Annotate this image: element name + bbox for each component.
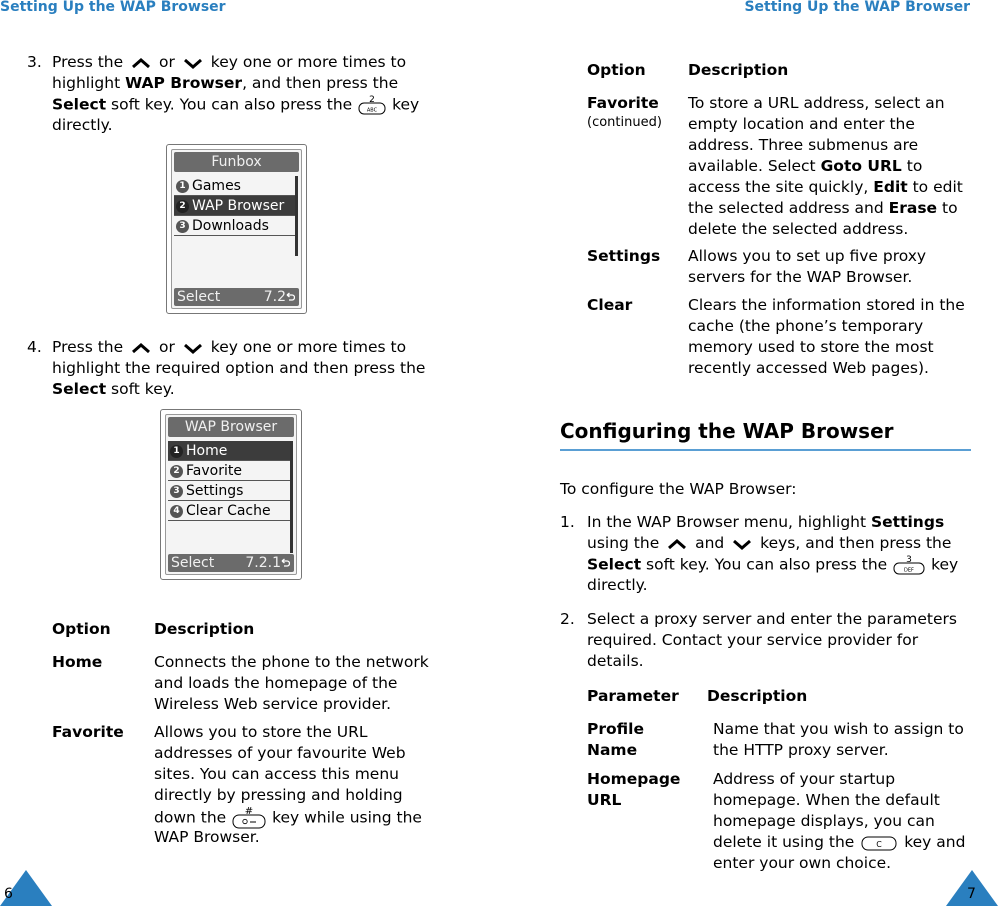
menu-item-favorite[interactable]: 2 Favorite xyxy=(168,461,292,481)
soft-key-bar xyxy=(174,288,299,306)
favorite-desc-6: the selected address and Erase to xyxy=(688,199,958,217)
up-arrow-key-icon xyxy=(664,537,690,551)
up-arrow-key-icon xyxy=(128,56,154,70)
option-home-label: Home xyxy=(52,653,103,671)
svg-text:C: C xyxy=(876,839,883,849)
step-1-line-1: In the WAP Browser menu, highlight Settings xyxy=(587,513,945,531)
menu-item-clear-cache[interactable]: 4 Clear Cache xyxy=(168,501,292,521)
key-3-icon xyxy=(892,554,926,576)
option-favorite-desc-5: down the # key while using the xyxy=(154,806,422,830)
favorite-desc-4: available. Select Goto URL to xyxy=(688,157,923,175)
step-2-line-1: Select a proxy server and enter the parameters xyxy=(587,610,957,628)
option-favorite-label: Favorite xyxy=(587,94,659,112)
svg-text:#: # xyxy=(244,806,254,817)
param-profile-desc-1: Name that you wish to assign to xyxy=(713,720,964,738)
param-profile-desc-2: the HTTP proxy server. xyxy=(713,741,889,759)
number-badge-icon: 2 xyxy=(170,465,183,478)
step-4-line-2: highlight the required option and then press the xyxy=(52,359,426,377)
step-1-line-4: directly. xyxy=(587,576,648,594)
clear-desc-1: Clears the information stored in the xyxy=(688,296,965,314)
lcd-display xyxy=(165,414,297,575)
param-homepage-desc-2: homepage. When the default xyxy=(713,791,940,809)
back-arrow-icon xyxy=(281,558,290,568)
option-favorite-continued: (continued) xyxy=(587,115,662,130)
svg-text:DEF: DEF xyxy=(904,567,915,574)
step-4-line-1: Press the or key one or more times to xyxy=(52,338,407,356)
option-favorite-desc-3: sites. You can access this menu xyxy=(154,765,399,783)
option-home-desc-2: and loads the homepage of the xyxy=(154,674,398,692)
menu-item-downloads[interactable]: 3 Downloads xyxy=(174,216,298,236)
favorite-desc-7: delete the selected address. xyxy=(688,220,909,238)
menu-number: 7.2 xyxy=(264,288,295,306)
back-arrow-icon xyxy=(286,292,295,302)
step-3-line-3: Select soft key. You can also press the 2 ABC key xyxy=(52,94,419,116)
option-column-header: Option xyxy=(587,61,646,79)
step-1-number: 1. xyxy=(560,513,575,531)
c-key-icon xyxy=(859,834,899,852)
param-homepage-desc-5: enter your own choice. xyxy=(713,854,892,872)
menu-item-games[interactable]: 1 Games xyxy=(174,176,298,196)
section-title: Configuring the WAP Browser xyxy=(560,419,894,443)
step-4-line-3: Select soft key. xyxy=(52,380,175,398)
number-badge-icon: 1 xyxy=(170,445,183,458)
select-soft-key[interactable]: Select xyxy=(177,289,221,305)
favorite-desc-3: address. Three submenus are xyxy=(688,136,919,154)
screen-title: WAP Browser xyxy=(168,417,294,437)
menu-item-wap-browser[interactable]: 2 WAP Browser xyxy=(174,196,298,216)
option-favorite-desc-2: addresses of your favourite Web xyxy=(154,744,406,762)
option-clear-label: Clear xyxy=(587,296,633,314)
soft-key-bar xyxy=(168,554,294,572)
param-homepage-label-2: URL xyxy=(587,791,622,809)
favorite-desc-1: To store a URL address, select an xyxy=(688,94,945,112)
number-badge-icon: 4 xyxy=(170,505,183,518)
option-favorite-desc-6: WAP Browser. xyxy=(154,828,260,846)
param-homepage-desc-3: homepage displays, you can xyxy=(713,812,935,830)
up-arrow-key-icon xyxy=(128,341,154,355)
param-profile-label-2: Name xyxy=(587,741,638,759)
menu-item-home[interactable]: 1 Home xyxy=(168,441,292,461)
settings-desc-1: Allows you to set up five proxy xyxy=(688,247,927,265)
select-soft-key[interactable]: Select xyxy=(171,555,215,571)
phone-screen-wap-browser xyxy=(160,409,302,580)
svg-text:ABC: ABC xyxy=(367,107,378,114)
number-badge-icon: 3 xyxy=(176,220,189,233)
step-1-line-2: using the and keys, and then press the xyxy=(587,534,952,552)
menu-item-settings[interactable]: 3 Settings xyxy=(168,481,292,501)
step-3-number: 3. xyxy=(27,53,42,71)
lcd-display xyxy=(171,149,302,309)
param-homepage-label-1: Homepage xyxy=(587,770,681,788)
scrollbar[interactable] xyxy=(295,176,298,256)
param-homepage-desc-4: delete it using the C key and xyxy=(713,833,966,851)
phone-screen-funbox xyxy=(166,144,307,314)
option-favorite-desc-4: directly by pressing and holding xyxy=(154,786,403,804)
number-badge-icon: 3 xyxy=(170,485,183,498)
screen-title: Funbox xyxy=(174,152,299,172)
section-rule xyxy=(560,449,971,451)
down-arrow-key-icon xyxy=(180,56,206,70)
clear-desc-3: memory used to store the most xyxy=(688,338,934,356)
right-page-number: 7 xyxy=(967,885,976,902)
menu-number: 7.2.1 xyxy=(245,554,290,572)
settings-desc-2: servers for the WAP Browser. xyxy=(688,268,913,286)
step-3-line-2: highlight WAP Browser, and then press the xyxy=(52,74,399,92)
svg-text:2: 2 xyxy=(369,95,376,105)
option-home-desc-1: Connects the phone to the network xyxy=(154,653,429,671)
step-2-number: 2. xyxy=(560,610,575,628)
right-page-header: Setting Up the WAP Browser xyxy=(744,0,970,15)
favorite-desc-5: access the site quickly, Edit to edit xyxy=(688,178,963,196)
left-page-header: Setting Up the WAP Browser xyxy=(0,0,226,15)
down-arrow-key-icon xyxy=(729,537,755,551)
parameter-column-header: Parameter xyxy=(587,687,679,705)
svg-text:3: 3 xyxy=(906,555,913,565)
option-home-desc-3: Wireless Web service provider. xyxy=(154,695,392,713)
option-favorite-desc-1: Allows you to store the URL xyxy=(154,723,368,741)
description-column-header: Description xyxy=(688,61,789,79)
intro-text: To configure the WAP Browser: xyxy=(560,480,797,498)
description-column-header: Description xyxy=(707,687,808,705)
down-arrow-key-icon xyxy=(180,341,206,355)
clear-desc-4: recently accessed Web pages). xyxy=(688,359,929,377)
option-favorite-label: Favorite xyxy=(52,723,124,741)
param-profile-label-1: Profile xyxy=(587,720,644,738)
favorite-desc-2: empty location and enter the xyxy=(688,115,915,133)
description-column-header: Description xyxy=(154,620,255,638)
left-page-number: 6 xyxy=(4,885,13,902)
param-homepage-desc-1: Address of your startup xyxy=(713,770,896,788)
option-settings-label: Settings xyxy=(587,247,661,265)
step-2-line-3: details. xyxy=(587,652,644,670)
step-1-line-3: Select soft key. You can also press the 3 DEF key xyxy=(587,554,958,576)
step-3-line-1: Press the or key one or more times to xyxy=(52,53,407,71)
option-column-header: Option xyxy=(52,620,111,638)
step-4-number: 4. xyxy=(27,338,42,356)
number-badge-icon: 2 xyxy=(176,200,189,213)
key-2-icon xyxy=(357,94,387,116)
step-2-line-2: required. Contact your service provider for xyxy=(587,631,919,649)
step-3-line-4: directly. xyxy=(52,116,113,134)
number-badge-icon: 1 xyxy=(176,180,189,193)
scrollbar[interactable] xyxy=(290,441,293,553)
clear-desc-2: cache (the phone’s temporary xyxy=(688,317,924,335)
